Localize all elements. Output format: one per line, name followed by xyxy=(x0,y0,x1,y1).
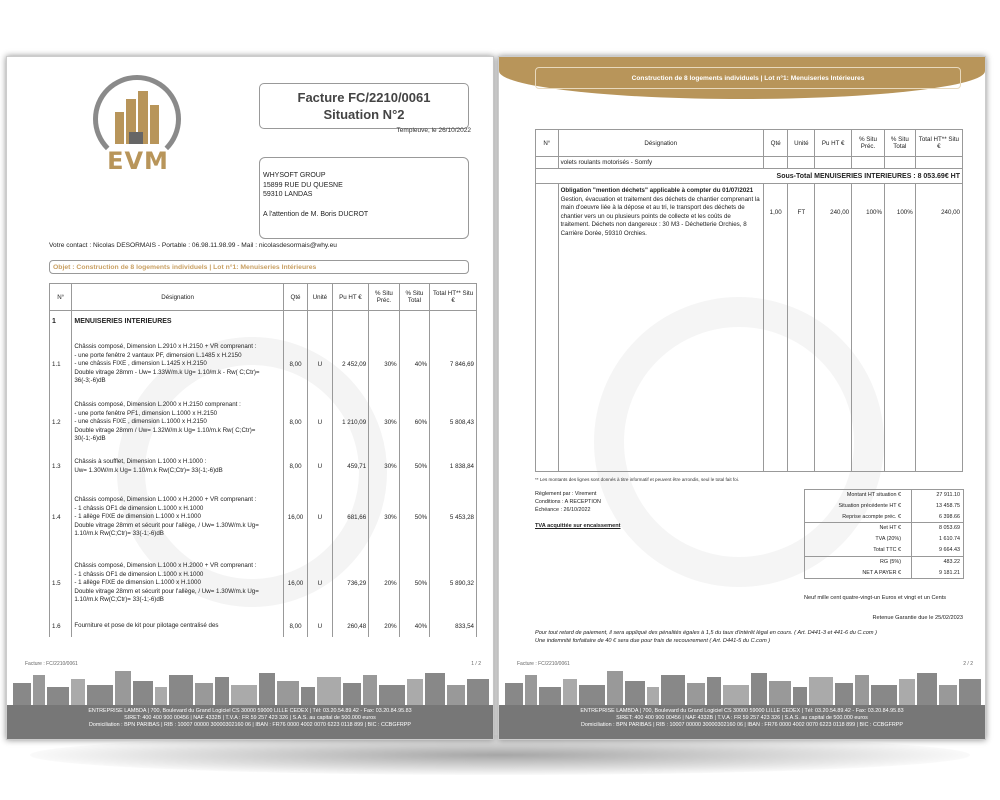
place-date: Templeuve, le 26/10/2022 xyxy=(396,127,471,134)
col-unit: Unité xyxy=(308,284,332,311)
building-icon xyxy=(150,105,159,144)
retenue-garantie: Retenue Garantie due le 25/02/2023 xyxy=(872,615,963,621)
total-label: Situation précédente HT € xyxy=(805,501,912,512)
table-row xyxy=(536,157,963,169)
designation-line: Châssis composé, Dimension L.2910 x H.2150 + VR comprenant : xyxy=(74,343,257,351)
totals-row xyxy=(805,556,963,568)
pct-total: 50% xyxy=(399,551,430,617)
dechets-title: Obligation "mention déchets" applicable à compter du 01/07/2021 xyxy=(560,187,754,194)
subtotal: Sous-Total MENUISERIES INTERIEURES : 8 053.69€ HT xyxy=(536,169,963,184)
designation-line: - 1 châssis OF1 de dimension L.1000 x H.1000 xyxy=(74,570,204,578)
designation-line: - 1 allège FIXE de dimension L.1000 x H.1000 xyxy=(74,579,201,587)
client-city: 59310 LANDAS xyxy=(263,191,313,198)
col-qty: Qté xyxy=(283,284,307,311)
legal-footer xyxy=(7,705,493,739)
qty: 16,00 xyxy=(283,551,307,617)
penalty-notice xyxy=(535,629,965,645)
footer-ref: Facture : FC/2210/0061 xyxy=(25,661,78,667)
total-label: TVA (20%) xyxy=(805,534,912,545)
line-num: 1.6 xyxy=(50,617,72,637)
table-row xyxy=(50,449,477,485)
total-label: RG (5%) xyxy=(805,557,912,568)
table-row xyxy=(50,485,477,551)
legal-line-2: SIRET: 400 400 900 00456 | NAF 4332B | T.V.A : FR 59 257 423 326 | S.A.S. au capital de 500.000 euros xyxy=(124,715,376,722)
pct-prec: 100% xyxy=(852,184,885,242)
dechets-text: Gestion, évacuation et traitement des déchets de chantier comprenant la main d'oeuvre liée à la dépose et au tri, le transport des déchets de chantier vers un ou plusieurs points de collecte et les coûts de traitement. Déchets non dangereux : 30 M3 - Déchetterie Orchies, 8 Carrière Dorée, 59310 Orchies. xyxy=(560,195,760,237)
designation-line: Châssis composé, Dimension L.1000 x H.2000 + VR comprenant : xyxy=(74,562,257,570)
col-prec: % Situ Préc. xyxy=(852,130,885,157)
designation-line: Châssis composé, Dimension L.2000 x H.2150 comprenant : xyxy=(74,401,241,409)
designation-line: Double vitrage 28mm - Uw= 1.33W/m.k Ug= 1.10/m.k - Rw( C;Ctr)= 36(-3;-6)dB xyxy=(74,368,260,385)
pct-total: 40% xyxy=(399,333,430,397)
unit: U xyxy=(308,485,332,551)
totals-row xyxy=(805,534,963,545)
unit: U xyxy=(308,617,332,637)
situation-number: Situation N°2 xyxy=(323,107,405,122)
table-row xyxy=(50,333,477,397)
designation-line: Fourniture et pose de kit pour pilotage centralisé des xyxy=(74,622,219,630)
pct-total: 100% xyxy=(884,184,915,242)
payment-method: Règlement par : Virement xyxy=(535,491,597,497)
invoice-title xyxy=(259,83,469,129)
col-total-pct: % Situ Total xyxy=(399,284,430,311)
total-value: 9 664.43 xyxy=(939,546,960,553)
table-header xyxy=(536,130,963,157)
designation-line: Double vitrage 28mm et sécurit pour l'allège, / Uw= 1.30W/m.k Ug= 1.10/m.k Rw(C;Ctr)= 33(-1;-6)dB xyxy=(74,587,259,604)
col-num: N° xyxy=(50,284,72,311)
col-total: Total HT** Situ € xyxy=(430,284,477,311)
col-unit: Unité xyxy=(788,130,815,157)
totals-row xyxy=(805,501,963,512)
total-label: Net HT € xyxy=(805,523,912,534)
table-row xyxy=(50,397,477,449)
col-num: N° xyxy=(536,130,559,157)
tva-mention: TVA acquittée sur encaissement xyxy=(535,523,621,529)
unit-price: 2 452,09 xyxy=(332,333,369,397)
unit-price: 459,71 xyxy=(332,449,369,485)
invoice-table-continued xyxy=(535,129,963,472)
total-label: NET A PAYER € xyxy=(805,568,912,579)
line-designation xyxy=(72,617,283,637)
logo-text: EVM xyxy=(107,147,169,175)
designation-line: Double vitrage 28mm et sécurit pour l'allège, / Uw= 1.30W/m.k Ug= 1.10/m.k Rw(C;Ctr)= 33(-1;-6)dB xyxy=(74,521,259,538)
legal-line-2: SIRET: 400 400 900 00456 | NAF 4332B | T.V.A : FR 59 257 423 326 | S.A.S. au capital de 500.000 euros xyxy=(616,715,868,722)
pct-total: 50% xyxy=(399,449,430,485)
unit-price: 240,00 xyxy=(815,184,852,242)
payment-terms xyxy=(535,490,601,514)
unit: U xyxy=(308,551,332,617)
pct-total: 50% xyxy=(399,485,430,551)
legal-line-3: Domiciliation : BPN PARIBAS | RIB : 10007 00000 30000302160 06 | IBAN : FR76 0000 4002 0070 6223 0118 899 | BIC : CCBGFRPP xyxy=(89,722,411,729)
designation-line: - une châssis FIXE , dimension L.1425 x H.2150 xyxy=(74,360,207,368)
client-street: 15899 RUE DU QUESNE xyxy=(263,181,343,189)
line-num: 1.5 xyxy=(50,551,72,617)
subtotal-row xyxy=(536,169,963,184)
col-pu: Pu HT € xyxy=(332,284,369,311)
invoice-page-1 xyxy=(6,56,494,740)
designation-line: Châssis à soufflet, Dimension L.1000 x H.1000 : xyxy=(74,457,207,465)
col-pu: Pu HT € xyxy=(815,130,852,157)
line-num: 1.3 xyxy=(50,449,72,485)
total-label: Total TTC € xyxy=(805,545,912,556)
total-value: 9 181.21 xyxy=(939,569,960,576)
invoice-page-2 xyxy=(498,56,986,740)
net-a-payer-row xyxy=(805,568,963,579)
qty: 8,00 xyxy=(283,397,307,449)
totals-row xyxy=(805,490,963,501)
legal-footer xyxy=(499,705,985,739)
total-value: 6 398.66 xyxy=(939,513,960,520)
line-num: 1.4 xyxy=(50,485,72,551)
table-header xyxy=(50,284,477,311)
footer-page: 1 / 2 xyxy=(471,661,481,667)
payment-conditions: Conditions : A RECEPTION xyxy=(535,499,601,505)
penalty-line-1: Pour tout retard de paiement, il sera appliqué des pénalités égales à 1,5 du taux d'intérêt légal en cours. ( Art. D441-3 et 441-6 du C.com ) xyxy=(535,630,877,636)
line-total: 5 453,28 xyxy=(430,485,477,551)
client-attention: A l'attention de M. Boris DUCROT xyxy=(263,210,369,218)
footer-ref: Facture : FC/2210/0061 xyxy=(517,661,570,667)
qty: 8,00 xyxy=(283,333,307,397)
unit: U xyxy=(308,333,332,397)
invoice-table xyxy=(49,283,477,637)
unit: U xyxy=(308,397,332,449)
payment-due: Échéance : 26/10/2022 xyxy=(535,507,591,513)
house-icon xyxy=(129,132,143,144)
col-designation: Désignation xyxy=(72,284,283,311)
pct-total: 40% xyxy=(399,617,430,637)
pct-prec: 30% xyxy=(369,485,400,551)
total-value: 1 610.74 xyxy=(939,536,960,543)
invoice-number: Facture FC/2210/0061 xyxy=(297,90,431,105)
line-total: 5 808,43 xyxy=(430,397,477,449)
pct-prec: 30% xyxy=(369,333,400,397)
unit-price: 681,66 xyxy=(332,485,369,551)
totals-row xyxy=(805,522,963,534)
designation-line: Uw= 1.30W/m.k Ug= 1.10/m.k Rw(C;Ctr)= 33(-1;-6)dB xyxy=(74,466,223,474)
totals-row xyxy=(805,545,963,556)
designation-line: - 1 allège FIXE de dimension L.1000 x H.1000 xyxy=(74,513,201,521)
line-num: 1.1 xyxy=(50,333,72,397)
page-shadow xyxy=(30,735,970,775)
total-label: Montant HT situation € xyxy=(805,490,912,501)
section-num: 1 xyxy=(50,311,72,333)
qty: 8,00 xyxy=(283,449,307,485)
designation-line: - 1 châssis OF1 de dimension L.1000 x H.1000 xyxy=(74,504,204,512)
table-row xyxy=(536,184,963,242)
line-designation xyxy=(72,397,283,449)
total-label: Reprise acompte préc. € xyxy=(805,512,912,523)
section-row xyxy=(50,311,477,333)
designation-line: - une châssis FIXE , dimension L.1000 x H.2150 xyxy=(74,418,207,426)
pct-total: 60% xyxy=(399,397,430,449)
footer-page: 2 / 2 xyxy=(963,661,973,667)
carry-line: volets roulants motorisés - Somfy xyxy=(558,157,763,169)
rounding-note: ** Les montants des lignes sont donnés à titre informatif et peuvent être arrondis, seul le total fait foi. xyxy=(535,477,740,482)
line-designation xyxy=(72,449,283,485)
totals-row xyxy=(805,512,963,523)
line-total: 5 890,32 xyxy=(430,551,477,617)
designation-line: Châssis composé, Dimension L.1000 x H.2000 + VR comprenant : xyxy=(74,496,257,504)
col-total: Total HT** Situ € xyxy=(915,130,962,157)
col-qty: Qté xyxy=(763,130,788,157)
amount-in-words: Neuf mille cent quatre-vingt-un Euros et vingt et un Cents xyxy=(804,595,947,601)
line-total: 7 846,69 xyxy=(430,333,477,397)
table-row xyxy=(50,551,477,617)
qty: 8,00 xyxy=(283,617,307,637)
line-total: 833,54 xyxy=(430,617,477,637)
total-value: 483.22 xyxy=(943,558,960,565)
client-name: WHYSOFT GROUP xyxy=(263,172,326,179)
unit-price: 1 210,09 xyxy=(332,397,369,449)
line-total: 1 838,84 xyxy=(430,449,477,485)
unit-price: 736,29 xyxy=(332,551,369,617)
line-designation xyxy=(72,551,283,617)
pct-prec: 30% xyxy=(369,397,400,449)
col-designation: Désignation xyxy=(558,130,763,157)
line-designation xyxy=(72,485,283,551)
designation-line: - une porte fenêtre 2 vantaux PF, dimension L.1485 x H.2150 xyxy=(74,351,242,359)
designation-line: Double vitrage 28mm / Uw= 1.32W/m.k Ug= 1.10/m.k Rw( C;Ctr)= 30(-1;-6)dB xyxy=(74,426,256,443)
client-address xyxy=(259,157,469,239)
city-skyline xyxy=(499,669,985,705)
total-value: 8 053.69 xyxy=(939,525,960,532)
building-icon xyxy=(115,112,124,144)
unit: U xyxy=(308,449,332,485)
unit: FT xyxy=(788,184,815,242)
col-total-pct: % Situ Total xyxy=(884,130,915,157)
objet-line: Objet : Construction de 8 logements individuels | Lot n°1: Menuiseries Intérieures xyxy=(49,260,469,274)
pct-prec: 20% xyxy=(369,617,400,637)
legal-line-1: ENTREPRISE LAMBDA | 700, Boulevard du Grand Logiciel CS 30000 59000 LILLE CEDEX | Tél: 03.20.54.89.42 - Fax: 03.20.84.95.83 xyxy=(580,708,904,714)
legal-line-3: Domiciliation : BPN PARIBAS | RIB : 10007 00000 30000302160 06 | IBAN : FR76 0000 4002 0070 6223 0118 899 | BIC : CCBGFRPP xyxy=(581,722,903,729)
qty: 16,00 xyxy=(283,485,307,551)
pct-prec: 30% xyxy=(369,449,400,485)
section-label: MENUISERIES INTERIEURES xyxy=(72,311,283,333)
line-total: 240,00 xyxy=(915,184,962,242)
legal-line-1: ENTREPRISE LAMBDA | 700, Boulevard du Grand Logiciel CS 30000 59000 LILLE CEDEX | Tél: 03.20.54.89.42 - Fax: 03.20.84.95.83 xyxy=(88,708,412,714)
table-row xyxy=(50,617,477,637)
total-value: 13 458.75 xyxy=(936,502,960,509)
qty: 1,00 xyxy=(763,184,788,242)
totals-box xyxy=(804,489,964,579)
pct-prec: 20% xyxy=(369,551,400,617)
page2-header-page: 2 / 2 xyxy=(951,93,961,99)
contact-line: Votre contact : Nicolas DESORMAIS - Portable : 06.98.11.98.99 - Mail : nicolasdesormais@why.eu xyxy=(49,242,337,249)
line-num: 1.2 xyxy=(50,397,72,449)
table-filler xyxy=(536,242,963,472)
total-value: 27 911.10 xyxy=(936,492,960,498)
city-skyline xyxy=(7,669,493,705)
designation-line: - une porte fenêtre PF1, dimension L.1000 x H.2150 xyxy=(74,409,218,417)
page2-header-ref: Facture FC/2210/0061 xyxy=(537,93,588,99)
page2-header-title: Construction de 8 logements individuels | Lot n°1: Menuiseries Intérieures xyxy=(535,67,961,89)
unit-price: 260,48 xyxy=(332,617,369,637)
col-prec: % Situ Préc. xyxy=(369,284,400,311)
line-designation xyxy=(72,333,283,397)
penalty-line-2: Une indemnité forfaitaire de 40 € sera due pour frais de recouvrement ( Art. D441-5 du C.com ) xyxy=(535,638,771,644)
